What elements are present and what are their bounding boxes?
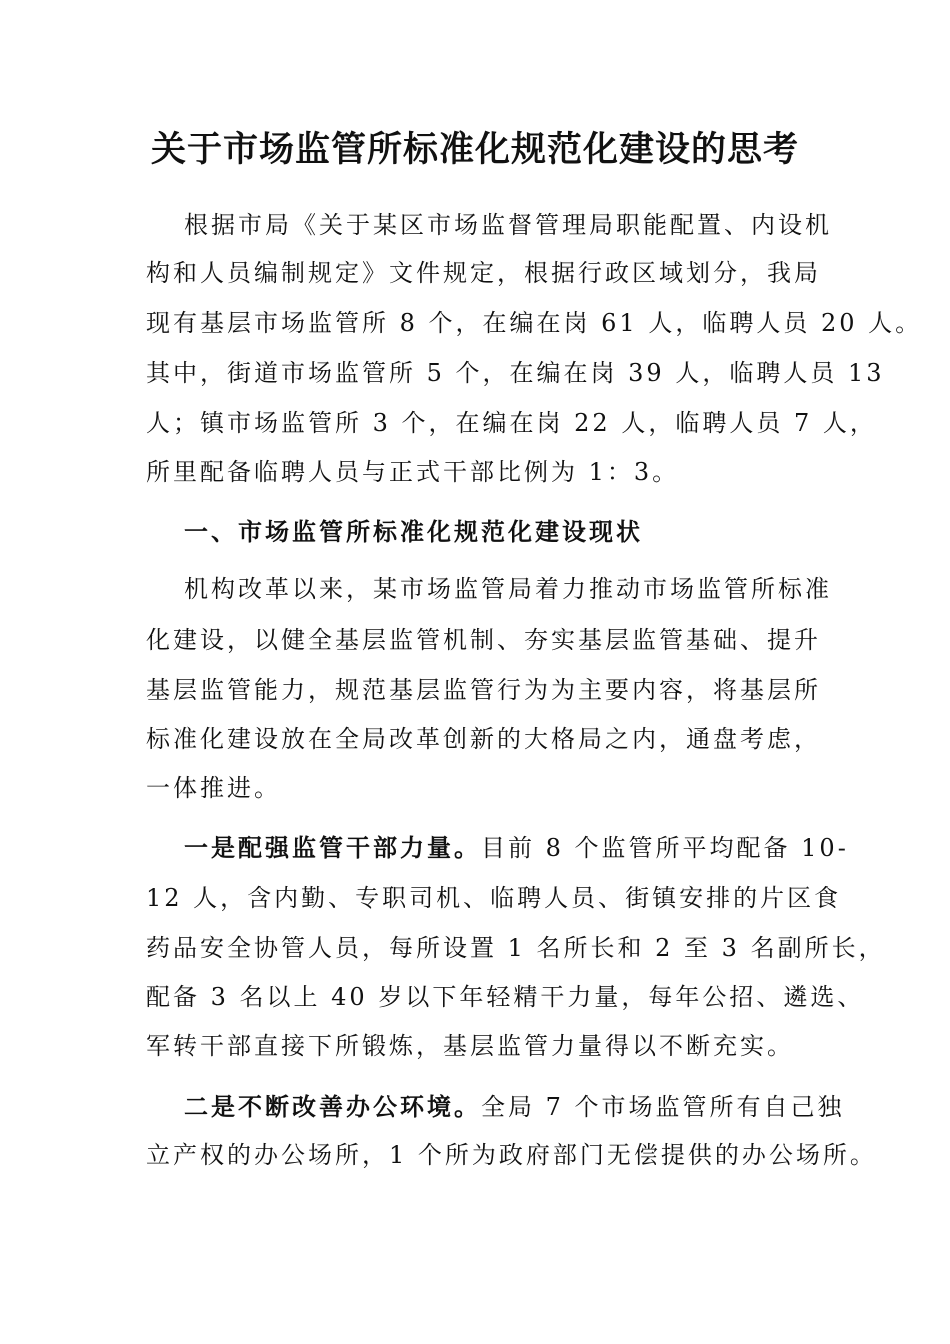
paragraph-1-line-3: 现有基层市场监管所 8 个，在编在岗 61 人，临聘人员 20 人。 — [146, 309, 923, 337]
document-title: 关于市场监管所标准化规范化建设的思考 — [150, 129, 799, 170]
paragraph-3-line-4: 配备 3 名以上 40 岁以下年轻精干力量，每年公招、遴选、 — [146, 983, 865, 1011]
paragraph-3-line-2: 12 人，含内勤、专职司机、临聘人员、街镇安排的片区食 — [146, 884, 842, 912]
paragraph-2-line-2: 化建设，以健全基层监管机制、夯实基层监管基础、提升 — [146, 626, 821, 654]
paragraph-1-line-2: 构和人员编制规定》文件规定，根据行政区域划分，我局 — [146, 259, 821, 287]
section-heading-1: 一、市场监管所标准化规范化建设现状 — [184, 517, 643, 546]
paragraph-4-line-1 — [184, 1089, 845, 1125]
paragraph-2-line-3: 基层监管能力，规范基层监管行为为主要内容，将基层所 — [146, 676, 821, 704]
paragraph-1-line-4: 其中，街道市场监管所 5 个，在编在岗 39 人，临聘人员 13 — [146, 359, 885, 387]
paragraph-1-line-1: 根据市局《关于某区市场监督管理局职能配置、内设机 — [184, 211, 832, 239]
paragraph-4-first-rest: 全局 7 个市场监管所有自己独 — [481, 1093, 845, 1121]
paragraph-3-line-3: 药品安全协管人员，每所设置 1 名所长和 2 至 3 名副所长， — [146, 934, 886, 962]
paragraph-2-line-5: 一体推进。 — [146, 774, 281, 802]
paragraph-4-line-2: 立产权的办公场所，1 个所为政府部门无偿提供的办公场所。 — [146, 1141, 877, 1169]
paragraph-3-lead: 一是配强监管干部力量。 — [184, 833, 481, 862]
paragraph-2-line-4: 标准化建设放在全局改革创新的大格局之内，通盘考虑， — [146, 725, 821, 753]
paragraph-1-line-5: 人；镇市场监管所 3 个，在编在岗 22 人，临聘人员 7 人， — [146, 409, 877, 437]
paragraph-1-line-6: 所里配备临聘人员与正式干部比例为 1：3。 — [146, 458, 680, 486]
paragraph-3-line-1 — [184, 830, 849, 866]
paragraph-4-lead: 二是不断改善办公环境。 — [184, 1092, 481, 1121]
paragraph-2-line-1: 机构改革以来，某市场监管局着力推动市场监管所标准 — [184, 575, 832, 603]
paragraph-3-first-rest: 目前 8 个监管所平均配备 10- — [481, 834, 849, 862]
paragraph-3-line-5: 军转干部直接下所锻炼，基层监管力量得以不断充实。 — [146, 1032, 794, 1060]
